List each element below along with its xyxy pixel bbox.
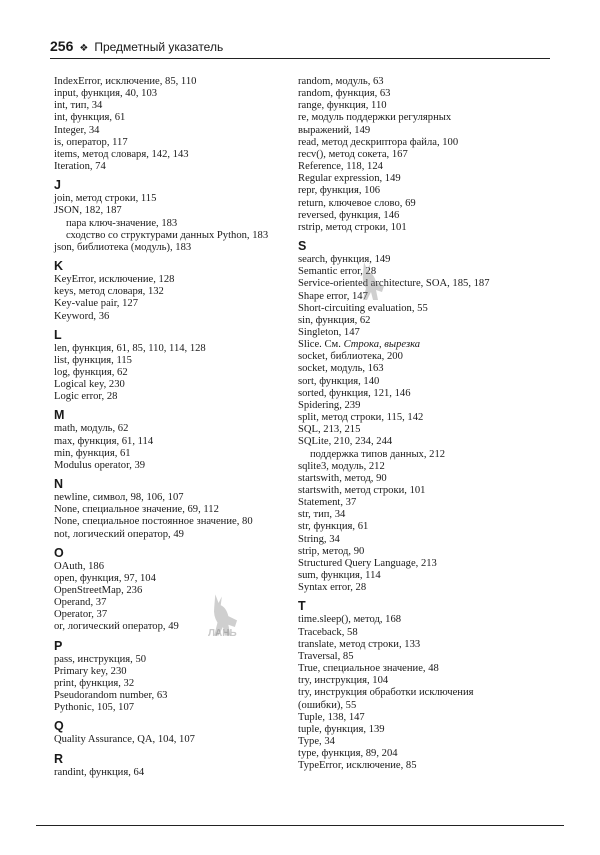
index-entry: sum, функция, 114	[298, 570, 381, 582]
index-subentry: пара ключ-значение, 183	[66, 217, 178, 229]
index-entry: Key-value pair, 127	[54, 298, 138, 310]
section-letter-q: Q	[54, 719, 64, 734]
index-column-left	[54, 76, 294, 779]
index-entry: tuple, функция, 139	[298, 723, 385, 735]
index-entry: Keyword, 36	[54, 310, 110, 322]
index-entry: sort, функция, 140	[298, 375, 380, 387]
diamond-separator-icon: ❖	[79, 43, 89, 54]
index-entry: split, метод строки, 115, 142	[298, 412, 424, 424]
index-entry: Logic error, 28	[54, 391, 118, 403]
index-entry: rstrip, метод строки, 101	[298, 221, 407, 233]
index-entry: Short-circuiting evaluation, 55	[298, 302, 428, 314]
index-entry: Modulus operator, 39	[54, 459, 146, 471]
section-letter-l: L	[54, 327, 62, 342]
index-entry: try, инструкция, 104	[298, 675, 389, 687]
index-entry: or, логический оператор, 49	[54, 621, 179, 633]
index-entry: list, функция, 115	[54, 354, 132, 366]
section-letter-n: N	[54, 477, 64, 492]
index-subentry: поддержка типов данных, 212	[310, 448, 446, 460]
index-entry: SQLite, 210, 234, 244	[298, 436, 393, 448]
index-entry: Semantic error, 28	[298, 266, 377, 278]
index-entry: input, функция, 40, 103	[54, 88, 158, 100]
index-entry: try, инструкция обработки исключения	[298, 687, 474, 699]
index-entry: Structured Query Language, 213	[298, 557, 437, 569]
index-entry: range, функция, 110	[298, 100, 387, 112]
index-entry: Shape error, 147	[298, 290, 368, 302]
index-entry: str, тип, 34	[298, 509, 346, 521]
index-entry: Integer, 34	[54, 124, 100, 136]
index-entry: len, функция, 61, 85, 110, 114, 128	[54, 342, 206, 354]
index-entry: TypeError, исключение, 85	[298, 760, 417, 772]
index-entry: startswith, метод строки, 101	[298, 485, 426, 496]
index-entry: newline, символ, 98, 106, 107	[54, 492, 184, 504]
index-entry: None, специальное постоянное значение, 80	[54, 516, 253, 528]
index-entry: (ошибки), 55	[298, 699, 357, 711]
index-entry: pass, инструкция, 50	[54, 653, 147, 665]
section-letter-r: R	[54, 751, 64, 766]
index-entry: reversed, функция, 146	[298, 209, 400, 221]
index-entry: log, функция, 62	[54, 366, 128, 378]
index-entry: random, функция, 63	[298, 88, 391, 100]
index-entry: IndexError, исключение, 85, 110	[54, 76, 197, 87]
index-entry: Type, 34	[298, 735, 335, 747]
section-letter-p: P	[54, 638, 63, 653]
section-letter-j: J	[54, 178, 61, 193]
index-entry: randint, функция, 64	[54, 766, 145, 778]
index-entry: join, метод строки, 115	[54, 193, 157, 205]
index-entry: OAuth, 186	[54, 560, 105, 572]
index-entry: Pythonic, 105, 107	[54, 702, 135, 714]
index-entry: items, метод словаря, 142, 143	[54, 148, 189, 160]
index-entry: min, функция, 61	[54, 447, 131, 459]
index-entry: is, оператор, 117	[54, 136, 128, 148]
index-entry: search, функция, 149	[298, 254, 391, 266]
index-entry: read, метод дескриптора файла, 100	[298, 136, 459, 148]
slice-cross-reference: Строка, вырезка	[343, 339, 421, 351]
index-entry: max, функция, 61, 114	[54, 435, 154, 447]
index-entry: Spidering, 239	[298, 399, 361, 411]
section-letter-t: T	[298, 599, 306, 614]
index-entry: Syntax error, 28	[298, 582, 367, 594]
index-entry: Iteration, 74	[54, 161, 106, 173]
index-entry: Service-oriented architecture, SOA, 185, 187	[298, 278, 490, 290]
index-entry: выражений, 149	[298, 124, 371, 136]
slice-prefix: Slice. См.	[298, 339, 341, 351]
index-entry: Traversal, 85	[298, 650, 354, 662]
page-header	[50, 38, 550, 60]
index-entry: None, специальное значение, 69, 112	[54, 504, 219, 516]
index-entry: sin, функция, 62	[298, 314, 371, 326]
index-entry: repr, функция, 106	[298, 185, 381, 197]
index-entry: strip, метод, 90	[298, 545, 365, 557]
index-entry: Reference, 118, 124	[298, 161, 383, 173]
index-entry: socket, модуль, 163	[298, 363, 384, 375]
index-entry: str, функция, 61	[298, 521, 369, 533]
index-entry: Tuple, 138, 147	[298, 711, 365, 723]
running-title: Предметный указатель	[94, 40, 224, 54]
index-entry: Operator, 37	[54, 609, 108, 621]
deer-logo-icon	[354, 258, 390, 304]
index-entry: Pseudorandom number, 63	[54, 690, 168, 702]
index-entry: Logical key, 230	[54, 379, 125, 391]
index-group-i	[54, 76, 294, 173]
index-entry-slice	[298, 339, 538, 351]
watermark-text: ЛАНЬ	[208, 628, 237, 639]
index-entry: random, модуль, 63	[298, 76, 384, 87]
index-entry: open, функция, 97, 104	[54, 572, 156, 584]
index-entry: time.sleep(), метод, 168	[298, 614, 402, 626]
section-letter-o: O	[54, 545, 64, 560]
index-entry: keys, метод словаря, 132	[54, 286, 164, 298]
index-entry: type, функция, 89, 204	[298, 748, 398, 760]
index-entry: sqlite3, модуль, 212	[298, 460, 385, 472]
index-entry: True, специальное значение, 48	[298, 663, 439, 675]
index-entry: KeyError, исключение, 128	[54, 274, 175, 286]
index-entry: OpenStreetMap, 236	[54, 585, 143, 596]
page-number: 256	[50, 38, 74, 54]
index-entry: Statement, 37	[298, 497, 357, 509]
index-entry: int, функция, 61	[54, 112, 126, 124]
index-entry: Operand, 37	[54, 597, 107, 609]
index-entry: Traceback, 58	[298, 626, 358, 638]
index-column-right	[298, 76, 538, 772]
index-entry: socket, библиотека, 200	[298, 351, 403, 363]
index-entry: return, ключевое слово, 69	[298, 197, 416, 209]
index-entry: print, функция, 32	[54, 677, 135, 689]
index-entry: String, 34	[298, 533, 340, 545]
index-entry: int, тип, 34	[54, 100, 103, 112]
section-letter-m: M	[54, 408, 65, 423]
index-entry: Regular expression, 149	[298, 173, 401, 185]
index-entry: Quality Assurance, QA, 104, 107	[54, 734, 195, 746]
header-rule	[50, 58, 550, 59]
section-letter-s: S	[298, 239, 307, 254]
index-entry: sorted, функция, 121, 146	[298, 387, 411, 399]
index-entry: re, модуль поддержки регулярных	[298, 112, 452, 124]
index-entry: Primary key, 230	[54, 665, 127, 677]
index-subentry: сходство со структурами данных Python, 183	[66, 229, 269, 241]
index-entry: startswith, метод, 90	[298, 472, 387, 484]
index-entry: json, библиотека (модуль), 183	[54, 241, 192, 253]
index-entry: translate, метод строки, 133	[298, 638, 421, 650]
footer-rule	[36, 825, 564, 826]
section-letter-k: K	[54, 259, 64, 274]
index-entry: JSON, 182, 187	[54, 205, 122, 217]
index-entry: not, логический оператор, 49	[54, 528, 184, 540]
index-entry: math, модуль, 62	[54, 423, 129, 435]
index-entry: recv(), метод сокета, 167	[298, 148, 408, 160]
index-entry: SQL, 213, 215	[298, 424, 361, 436]
index-entry: Singleton, 147	[298, 326, 360, 338]
